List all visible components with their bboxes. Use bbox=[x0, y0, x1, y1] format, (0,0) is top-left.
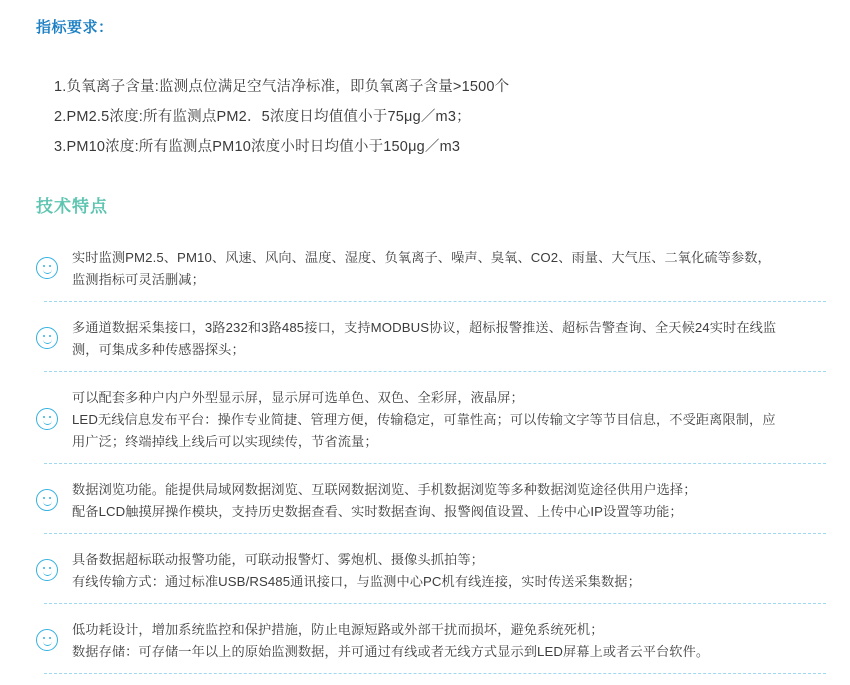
list-item bbox=[36, 545, 826, 604]
feature-text bbox=[72, 383, 826, 453]
feature-line: 具备数据超标联动报警功能，可联动报警灯、雾炮机、摄像头抓拍等； bbox=[72, 552, 484, 567]
list-item bbox=[36, 243, 826, 302]
list-item: 3.PM10浓度:所有监测点PM10浓度小时日均值小于150μg／m3 bbox=[54, 139, 461, 155]
list-item bbox=[36, 313, 826, 372]
smiley-circle-icon bbox=[36, 257, 58, 279]
feature-line: 用广泛；终端掉线上线后可以实现续传，节省流量； bbox=[72, 434, 378, 449]
feature-line: 数据浏览功能。能提供局域网数据浏览、互联网数据浏览、手机数据浏览等多种数据浏览途径供用户选择； bbox=[72, 482, 697, 497]
divider bbox=[44, 301, 826, 302]
divider bbox=[44, 673, 826, 674]
list-item: 1.负氧离子含量:监测点位满足空气洁净标准，即负氧离子含量>1500个 bbox=[54, 79, 510, 95]
technical-features-list bbox=[36, 243, 826, 685]
feature-line: 实时监测PM2.5、PM10、风速、风向、温度、湿度、负氧离子、噪声、臭氧、CO2、雨量、大气压、二氧化硫等参数， bbox=[72, 250, 771, 265]
smiley-circle-icon bbox=[36, 408, 58, 430]
feature-line: LED无线信息发布平台：操作专业简捷、管理方便，传输稳定，可靠性高；可以传输文字等节目信息，不受距离限制，应 bbox=[72, 412, 776, 427]
list-item bbox=[36, 475, 826, 534]
feature-line: 多通道数据采集接口，3路232和3路485接口，支持MODBUS协议，超标报警推送、超标告警查询、全天候24实时在线监 bbox=[72, 320, 777, 335]
smiley-circle-icon bbox=[36, 327, 58, 349]
feature-line: 测，可集成多种传感器探头； bbox=[72, 342, 245, 357]
feature-line: 监测指标可灵活删减； bbox=[72, 272, 205, 287]
list-item: 2.PM2.5浓度:所有监测点PM2．5浓度日均值值小于75μg／m3； bbox=[54, 109, 471, 125]
divider bbox=[44, 533, 826, 534]
requirements-list bbox=[54, 72, 814, 162]
feature-line: 可以配套多种户内户外型显示屏，显示屏可选单色、双色、全彩屏，液晶屏； bbox=[72, 390, 524, 405]
feature-text bbox=[72, 313, 826, 361]
feature-text bbox=[72, 243, 826, 291]
feature-line: 低功耗设计，增加系统监控和保护措施，防止电源短路或外部干扰而损坏，避免系统死机； bbox=[72, 622, 604, 637]
list-item bbox=[36, 383, 826, 464]
divider bbox=[44, 371, 826, 372]
technical-features-heading: 技术特点 bbox=[36, 197, 108, 216]
smiley-circle-icon bbox=[36, 489, 58, 511]
feature-text bbox=[72, 615, 826, 663]
requirements-heading: 指标要求： bbox=[36, 19, 114, 36]
feature-line: 数据存储：可存储一年以上的原始监测数据，并可通过有线或者无线方式显示到LED屏幕上或者云平台软件。 bbox=[72, 644, 710, 659]
smiley-circle-icon bbox=[36, 559, 58, 581]
feature-line: 配备LCD触摸屏操作模块，支持历史数据查看、实时数据查询、报警阀值设置、上传中心IP设置等功能； bbox=[72, 504, 683, 519]
feature-text bbox=[72, 475, 826, 523]
feature-line: 有线传输方式：通过标准USB/RS485通讯接口，与监测中心PC机有线连接，实时传送采集数据； bbox=[72, 574, 641, 589]
feature-text bbox=[72, 545, 826, 593]
list-item bbox=[36, 615, 826, 674]
smiley-circle-icon bbox=[36, 629, 58, 651]
divider bbox=[44, 463, 826, 464]
divider bbox=[44, 603, 826, 604]
